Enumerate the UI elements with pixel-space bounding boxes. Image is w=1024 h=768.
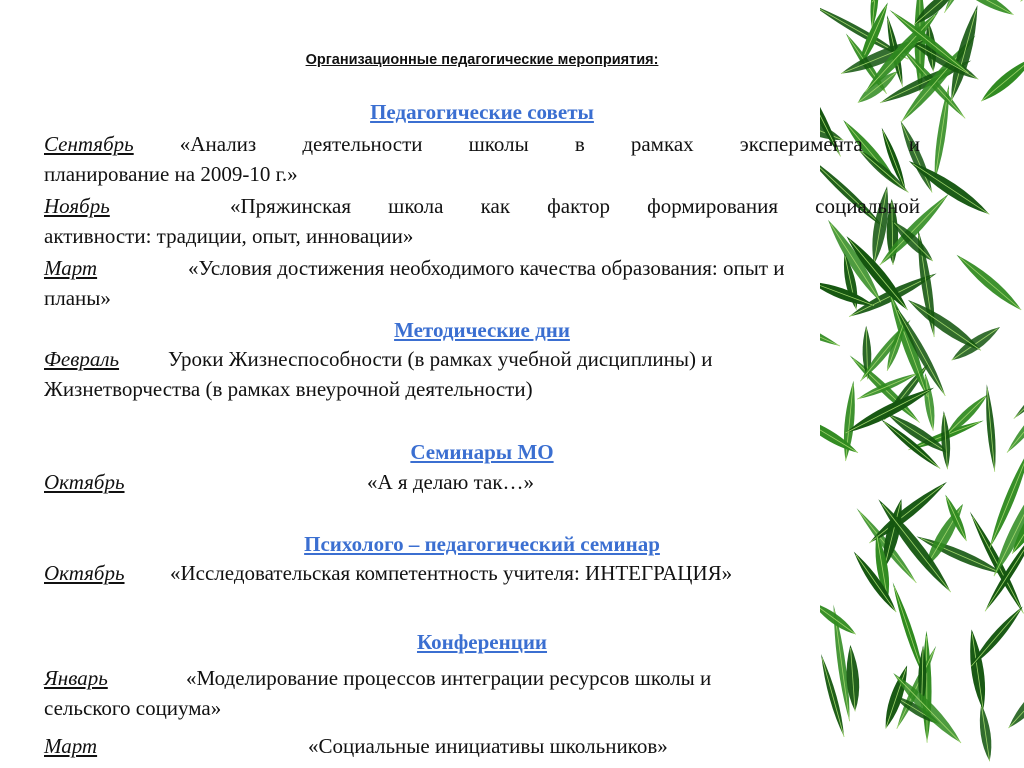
item-text: «Анализ деятельности школы в рамках эксперимента и xyxy=(179,132,920,156)
bamboo-leaf xyxy=(1010,332,1024,422)
method-day-item-month xyxy=(44,349,119,370)
conference-item-2-month xyxy=(44,736,97,757)
month-label: Март xyxy=(44,734,98,758)
item-text: «Пряжинская школа как фактор формирования социальной xyxy=(230,194,920,218)
bamboo-leaf xyxy=(968,603,1024,669)
page-title: Организационные педагогические мероприятия: xyxy=(305,52,659,68)
bamboo-leaf-vein xyxy=(856,555,896,612)
month-label: Октябрь xyxy=(44,561,125,585)
item-continuation: Жизнетворчества (в рамках внеурочной деятельности) xyxy=(44,377,533,401)
bamboo-leaf xyxy=(1004,389,1024,455)
section-heading-psych-seminar: Психолого – педагогический семинар xyxy=(304,532,660,556)
item-continuation: активности: традиции, опыт, инновации» xyxy=(44,224,414,248)
section-heading-conferences: Конференции xyxy=(416,630,548,654)
month-label: Октябрь xyxy=(44,470,125,494)
section-heading-method-days: Методические дни xyxy=(394,318,570,342)
item-continuation: сельского социума» xyxy=(44,696,222,720)
conference-item-1-month xyxy=(44,668,108,689)
item-text: Уроки Жизнеспособности (в рамках учебной дисциплины) и xyxy=(168,347,713,371)
month-label: Март xyxy=(44,256,98,280)
seminar-item-month xyxy=(44,472,125,493)
item-text: «Моделирование процессов интеграции ресурсов школы и xyxy=(186,666,712,690)
psych-item-month xyxy=(44,563,125,584)
section-heading-ped-councils: Педагогические советы xyxy=(370,100,594,124)
ped-council-item-2-month xyxy=(44,196,110,217)
item-continuation: планы» xyxy=(44,286,111,310)
bamboo-leaf-vein xyxy=(971,609,1020,666)
section-heading-seminars-mo: Семинары МО xyxy=(410,440,554,464)
ped-council-item-1 xyxy=(44,134,920,155)
ped-council-item-3-month xyxy=(44,258,97,279)
month-label: Сентябрь xyxy=(44,132,134,156)
month-label: Ноябрь xyxy=(44,194,110,218)
bamboo-leaf-vein xyxy=(1009,674,1024,728)
item-text: «Исследовательская компетентность учителя: ИНТЕГРАЦИЯ» xyxy=(170,561,733,585)
item-continuation: планирование на 2009-10 г.» xyxy=(44,162,298,186)
bamboo-leaf-vein xyxy=(1020,0,1024,1)
item-text: «Условия достижения необходимого качества образования: опыт и xyxy=(188,256,785,280)
bamboo-leaf-vein xyxy=(1014,340,1024,419)
month-label: Февраль xyxy=(44,347,120,371)
bamboo-leaf-vein xyxy=(960,258,1021,310)
bamboo-leaf xyxy=(948,0,1016,19)
item-text: «А я делаю так…» xyxy=(367,470,535,494)
item-text: «Социальные инициативы школьников» xyxy=(308,734,668,758)
bamboo-leaf xyxy=(977,53,1024,106)
bamboo-leaf-vein xyxy=(913,164,989,215)
month-label: Январь xyxy=(44,666,108,690)
